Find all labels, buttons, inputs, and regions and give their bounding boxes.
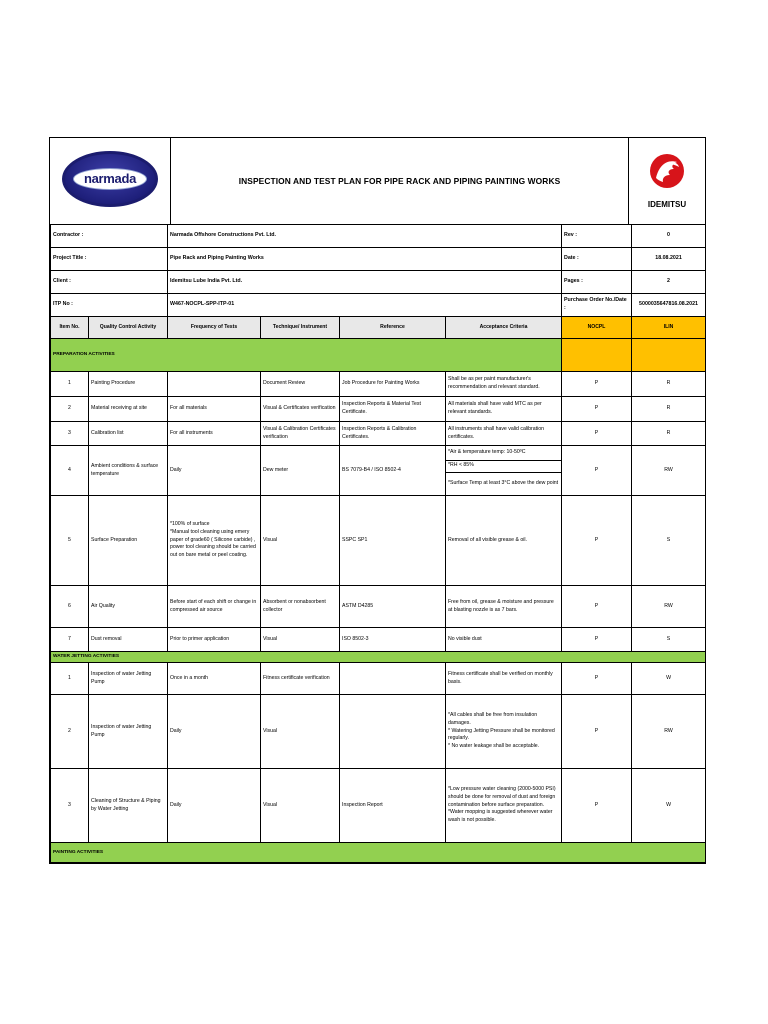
row-ilin: R (632, 397, 706, 422)
row-acceptance: *All cables shall be free from insulation damages. * Watering Jetting Pressure shall be monitored regularly. * No water leakage shall be acceptable. (446, 695, 562, 769)
row-frequency: Before start of each shift or change in compressed air source (168, 586, 261, 628)
row-nocpl: P (562, 586, 632, 628)
info-row-client (51, 271, 706, 294)
row-no: 6 (51, 586, 89, 628)
col-activity: Quality Control Activity (89, 317, 168, 339)
idemitsu-logo-text: IDEMITSU (647, 199, 687, 209)
rev-label: Rev : (562, 225, 632, 248)
row-ilin: R (632, 372, 706, 397)
row-reference: Inspection Reports & Calibration Certificates. (340, 422, 446, 446)
row-frequency: Prior to primer application (168, 628, 261, 652)
row-nocpl: P (562, 769, 632, 843)
po-value: 5000035647816.08.2021 (632, 294, 706, 317)
row-frequency: Once in a month (168, 663, 261, 695)
row-acceptance: Fitness certificate shall be verified on monthly basis. (446, 663, 562, 695)
row-reference: ISO 8502-3 (340, 628, 446, 652)
row-technique: Dew meter (261, 446, 340, 496)
row-technique: Fitness certificate verification (261, 663, 340, 695)
row-reference: Job Procedure for Painting Works (340, 372, 446, 397)
row-frequency: Daily (168, 695, 261, 769)
date-label: Date : (562, 248, 632, 271)
section-preparation (51, 339, 706, 372)
row-frequency: For all materials (168, 397, 261, 422)
row-ilin: W (632, 769, 706, 843)
row-acceptance: All materials shall have valid MTC as per relevant standards. (446, 397, 562, 422)
info-row-itp (51, 294, 706, 317)
section-ilin-fill (632, 339, 706, 372)
row-ilin: RW (632, 695, 706, 769)
table-row (51, 422, 706, 446)
col-item: Item No. (51, 317, 89, 339)
row-acceptance: Free from oil, grease & moisture and pressure at blasting nozzle is as 7 bars. (446, 586, 562, 628)
itp-label: ITP No : (51, 294, 168, 317)
col-acceptance: Acceptance Criteria (446, 317, 562, 339)
narmada-logo-text: narmada (73, 168, 147, 190)
column-header-row (51, 317, 706, 339)
header-table (50, 138, 705, 224)
section-painting-label: PAINTING ACTIVITIES (51, 843, 706, 863)
row-no: 3 (51, 422, 89, 446)
col-reference: Reference (340, 317, 446, 339)
row-activity: Calibration list (89, 422, 168, 446)
rev-value: 0 (632, 225, 706, 248)
row-nocpl: P (562, 397, 632, 422)
section-water-jetting (51, 652, 706, 663)
client-label: Client : (51, 271, 168, 294)
project-value: Pipe Rack and Piping Painting Works (168, 248, 562, 271)
row-frequency: For all instruments (168, 422, 261, 446)
idemitsu-emblem-icon (647, 151, 687, 195)
row-no: 2 (51, 397, 89, 422)
section-water-label: WATER JETTING ACTIVITIES (51, 652, 706, 663)
row-no: 2 (51, 695, 89, 769)
row-reference: ASTM D4285 (340, 586, 446, 628)
row-frequency: Daily (168, 446, 261, 496)
row-reference: Inspection Report (340, 769, 446, 843)
idemitsu-logo (629, 138, 706, 224)
row-ilin: RW (632, 446, 706, 496)
date-value: 18.08.2021 (632, 248, 706, 271)
narmada-logo (50, 138, 171, 224)
row-nocpl: P (562, 422, 632, 446)
acceptance-line: *RH < 85% (446, 460, 561, 472)
section-nocpl-fill (562, 339, 632, 372)
row-no: 5 (51, 496, 89, 586)
itp-value: W467-NOCPL-SPP-ITP-01 (168, 294, 562, 317)
table-row (51, 695, 706, 769)
row-frequency: *100% of surface *Manual tool cleaning using emery paper of grade60 ( Silicone carbide) , power tool cleaning should be carried out on bare metal or peel coating. (168, 496, 261, 586)
col-frequency: Frequency of Tests (168, 317, 261, 339)
row-ilin: S (632, 628, 706, 652)
row-activity: Material receiving at site (89, 397, 168, 422)
row-reference (340, 695, 446, 769)
row-frequency (168, 372, 261, 397)
acceptance-subtable (446, 447, 561, 495)
table-row (51, 586, 706, 628)
row-frequency: Daily (168, 769, 261, 843)
row-reference: BS 7079-B4 / ISO 8502-4 (340, 446, 446, 496)
row-acceptance: Shall be as per paint manufacturer's recommendation and relevant standard. (446, 372, 562, 397)
row-no: 1 (51, 372, 89, 397)
row-no: 4 (51, 446, 89, 496)
project-label: Project Title : (51, 248, 168, 271)
page-title: INSPECTION AND TEST PLAN FOR PIPE RACK AND PIPING PAINTING WORKS (238, 175, 561, 186)
table-row (51, 446, 706, 496)
row-ilin: S (632, 496, 706, 586)
itp-sheet (49, 137, 706, 864)
narmada-logo-icon (62, 151, 158, 207)
row-reference: Inspection Reports & Material Test Certificate. (340, 397, 446, 422)
row-activity: Dust removal (89, 628, 168, 652)
table-row (51, 397, 706, 422)
row-activity: Ambient conditions & surface temperature (89, 446, 168, 496)
row-nocpl: P (562, 372, 632, 397)
row-technique: Visual (261, 695, 340, 769)
acceptance-line: *Air & temperature temp: 10-50ºC (446, 447, 561, 461)
section-preparation-label: PREPARATION ACTIVITIES (51, 339, 562, 372)
row-ilin: R (632, 422, 706, 446)
client-value: Idemitsu Lube India Pvt. Ltd. (168, 271, 562, 294)
table-row (51, 496, 706, 586)
row-ilin: RW (632, 586, 706, 628)
row-technique: Visual & Certificates verification (261, 397, 340, 422)
row-acceptance: All instruments shall have valid calibration certificates. (446, 422, 562, 446)
row-technique: Visual & Calibration Certificates verification (261, 422, 340, 446)
info-row-contractor (51, 225, 706, 248)
row-no: 7 (51, 628, 89, 652)
row-technique: Visual (261, 769, 340, 843)
row-acceptance: Removal of all visible grease & oil. (446, 496, 562, 586)
row-no: 3 (51, 769, 89, 843)
col-technique: Technique/ Instrument (261, 317, 340, 339)
col-nocpl: NOCPL (562, 317, 632, 339)
row-reference (340, 663, 446, 695)
row-acceptance (446, 446, 562, 496)
section-painting (51, 843, 706, 863)
acceptance-line: *Surface Temp at least 3°C above the dew point (448, 479, 559, 486)
table-row (51, 769, 706, 843)
pages-label: Pages : (562, 271, 632, 294)
info-row-project (51, 248, 706, 271)
row-activity: Air Quality (89, 586, 168, 628)
row-activity: Surface Preparation (89, 496, 168, 586)
row-activity: Inspection of water Jetting Pump (89, 663, 168, 695)
row-nocpl: P (562, 446, 632, 496)
row-nocpl: P (562, 695, 632, 769)
itp-table (50, 224, 706, 863)
row-activity: Cleaning of Structure & Piping by Water Jetting (89, 769, 168, 843)
row-no: 1 (51, 663, 89, 695)
row-ilin: W (632, 663, 706, 695)
po-label: Purchase Order No./Date : (562, 294, 632, 317)
row-technique: Absorbent or nonabsorbent collector (261, 586, 340, 628)
row-technique: Visual (261, 628, 340, 652)
row-acceptance: *Low pressure water cleaning (2000-5000 PSI) should be done for removal of dust and foreign contamination before surface preparation. *Water mopping is suggested wherever water wash is not possible. (446, 769, 562, 843)
row-nocpl: P (562, 628, 632, 652)
col-ilin: ILIN (632, 317, 706, 339)
table-row (51, 663, 706, 695)
row-nocpl: P (562, 496, 632, 586)
contractor-label: Contractor : (51, 225, 168, 248)
row-nocpl: P (562, 663, 632, 695)
table-row (51, 372, 706, 397)
pages-value: 2 (632, 271, 706, 294)
row-activity: Inspection of water Jetting Pump (89, 695, 168, 769)
contractor-value: Narmada Offshore Constructions Pvt. Ltd. (168, 225, 562, 248)
row-technique: Visual (261, 496, 340, 586)
table-row (51, 628, 706, 652)
row-acceptance: No visible dust (446, 628, 562, 652)
row-reference: SSPC SP1 (340, 496, 446, 586)
row-technique: Document Review (261, 372, 340, 397)
row-activity: Painting Procedure (89, 372, 168, 397)
